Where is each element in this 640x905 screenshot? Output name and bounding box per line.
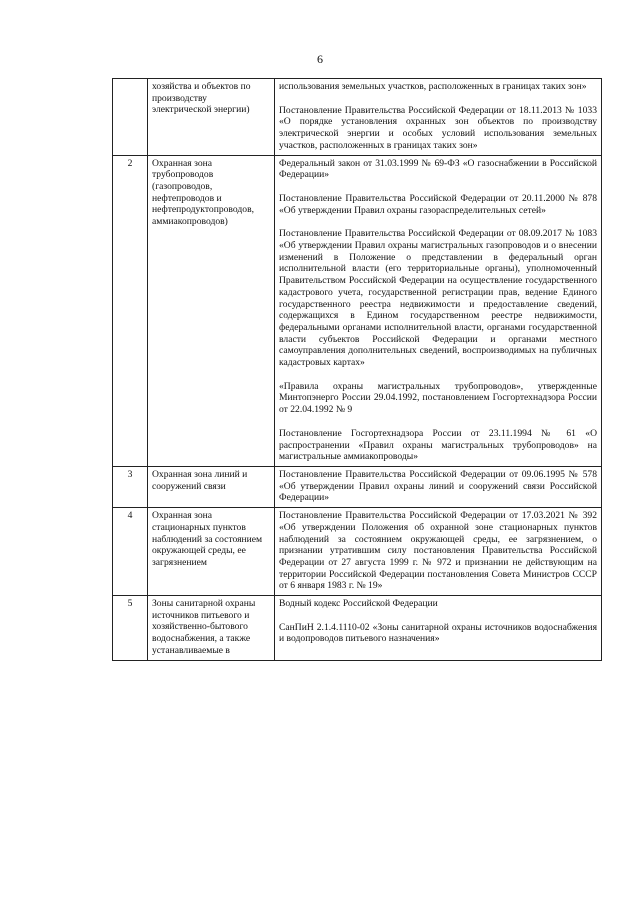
row-number: 4 bbox=[113, 508, 148, 596]
zone-name: Охранная зона стационарных пунктов наблюдений за состоянием окружающей среды, ее загрязнением bbox=[148, 508, 275, 596]
legal-refs bbox=[275, 508, 602, 596]
table-row bbox=[113, 508, 602, 596]
zones-table bbox=[112, 78, 602, 661]
zone-name: Зоны санитарной охраны источников питьевого и хозяйственно-бытового водоснабжения, а также устанавливаемые в bbox=[148, 596, 275, 661]
legal-reference: Постановление Правительства Российской Федерации от 08.09.2017 № 1083 «Об утверждении Правил охраны магистральных газопроводов и о внесении изменений в Положение о представлении в федеральный орган исполнительной власти (его территориальные органы), уполномоченный Правительством Российской Федерации на осуществление государственного кадастрового учета, государственной регистрации прав, ведение Единого государственного реестра недвижимости и предоставление сведений, содержащихся в Едином государственном реестре недвижимости, федеральными органами исполнительной власти, органами государственной власти субъектов Российской Федерации и органами местного самоуправления дополнительных сведений, воспроизводимых на публичных кадастровых картах» bbox=[279, 228, 597, 369]
row-number: 5 bbox=[113, 596, 148, 661]
legal-reference: Постановление Госгортехнадзора России от 23.11.1994 № 61 «О распространении «Правил охраны магистральных трубопроводов» на магистральные аммиакопроводы» bbox=[279, 427, 597, 463]
legal-refs bbox=[275, 596, 602, 661]
zone-name: Охранная зона трубопроводов (газопроводов, нефтепроводов и нефтепродуктопроводов, аммиакопроводов) bbox=[148, 155, 275, 466]
legal-reference: Постановление Правительства Российской Федерации от 17.03.2021 № 392 «Об утверждении Положения об охранной зоне стационарных пунктов наблюдений за состоянием окружающей среды, ее загрязнением, о признании утратившим силу постановления Правительства Российской Федерации от 27 августа 1999 г. № 972 и признании не действующим на территории Российской Федерации постановления Совета Министров СССР от 6 января 1983 г. № 19» bbox=[279, 510, 597, 592]
legal-reference: Федеральный закон от 31.03.1999 № 69-ФЗ «О газоснабжении в Российской Федерации» bbox=[279, 157, 597, 181]
legal-refs bbox=[275, 79, 602, 156]
zone-name: Охранная зона линий и сооружений связи bbox=[148, 466, 275, 507]
row-number: 3 bbox=[113, 466, 148, 507]
legal-reference: Водный кодекс Российской Федерации bbox=[279, 598, 438, 610]
legal-refs bbox=[275, 155, 602, 466]
legal-reference: «Правила охраны магистральных трубопроводов», утвержденные Минтопэнерго России 29.04.1992, постановлением Госгортехнадзора России от 22.04.1992 № 9 bbox=[279, 380, 597, 416]
row-number bbox=[113, 79, 148, 156]
zone-name: хозяйства и объектов по производству электрической энергии) bbox=[148, 79, 275, 156]
legal-refs bbox=[275, 466, 602, 507]
table-row bbox=[113, 596, 602, 661]
legal-reference: СанПиН 2.1.4.1110-02 «Зоны санитарной охраны источников водоснабжения и водопроводов питьевого назначения» bbox=[279, 621, 597, 645]
table-row bbox=[113, 155, 602, 466]
legal-reference: Постановление Правительства Российской Федерации от 09.06.1995 № 578 «Об утверждении Правил охраны линий и сооружений связи Российской Федерации» bbox=[279, 468, 597, 504]
legal-reference: Постановление Правительства Российской Федерации от 20.11.2000 № 878 «Об утверждении Правил охраны газораспределительных сетей» bbox=[279, 192, 597, 216]
table-row bbox=[113, 466, 602, 507]
legal-reference: использования земельных участков, расположенных в границах таких зон» bbox=[279, 81, 587, 92]
row-number: 2 bbox=[113, 155, 148, 466]
table-row bbox=[113, 79, 602, 156]
legal-reference: Постановление Правительства Российской Федерации от 18.11.2013 № 1033 «О порядке установления охранных зон объектов по производству электрической энергии и особых условий использования земельных участков, расположенных в границах таких зон» bbox=[279, 104, 597, 151]
page-number: 6 bbox=[317, 52, 323, 66]
